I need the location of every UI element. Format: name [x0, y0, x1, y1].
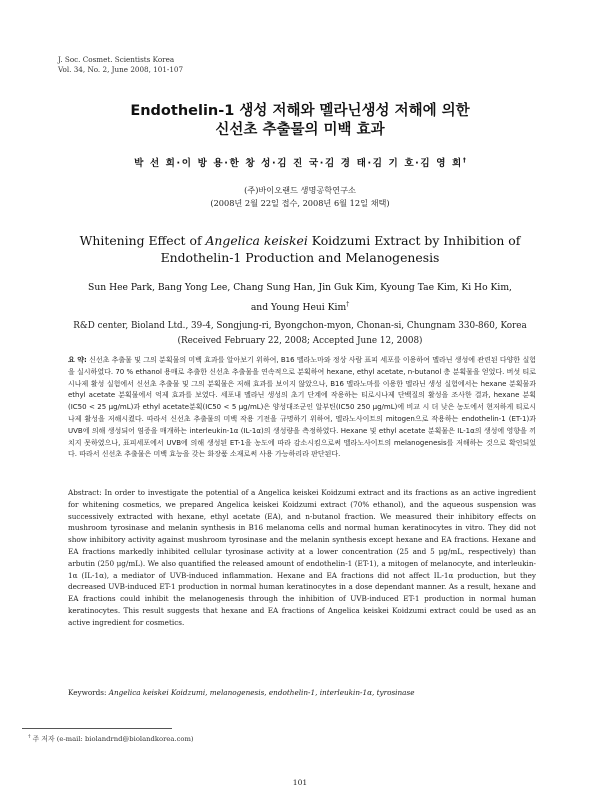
korean-abstract	[68, 355, 536, 461]
english-affiliation-address: R&D center, Bioland Ltd., 39-4, Songjung-ri, Byongchon-myon, Chonan-si, Chungnam 330-860, Korea	[73, 321, 527, 331]
english-affiliation	[40, 319, 560, 349]
english-received-dates: (Received February 22, 2008; Accepted June 12, 2008)	[177, 336, 423, 346]
korean-title	[0, 102, 600, 140]
english-authors-line1: Sun Hee Park, Bang Yong Lee, Chang Sung Han, Jin Guk Kim, Kyoung Tae Kim, Ki Ho Kim,	[88, 282, 512, 293]
footnote	[28, 733, 194, 743]
english-title-species: Angelica keiskei	[205, 233, 308, 248]
korean-authors	[0, 155, 600, 169]
journal-header	[58, 55, 183, 74]
english-authors-last: and Young Heui Kim	[250, 302, 347, 314]
keywords-label: Keywords:	[68, 688, 107, 697]
english-authors	[40, 279, 560, 316]
korean-abstract-text: 신선초 추출물 및 그의 분획물의 미백 효과를 알아보기 위하여, B16 멜라노마와 정상 사람 표피 세포를 이용하여 멜라닌 생성에 관련된 다양한 실험을 실시하였다. 70 % ethanol 용매로 추출한 신선초 추출물을 연속적으로 분획하여 hexane, ethyl acetate, n-butanol 층 분획물을 얻었다. 버섯 티로시나제 활성 실험에서 신선초 추출물 및 그의 분획물은 저해 효과를 보이지 않았으나, B16 멜라노마를 이용한 멜라닌 생성 실험에서는 hexane 분획물과 ethyl acetate 분획물에서 억제 효과를 보였다. 세포내 멜라닌 생성의 초기 단계에 작용하는 티로시나제 단백질의 활성을 조사한 결과, hexane 분획(IC50 < 25 μg/mL)과 ethyl acetate분획(IC50 < 5 μg/mL)은 양성대조군인 알부틴(IC50 250 μg/mL)에 비교 시 더 낮은 농도에서 현저하게 티로시나제 활성을 저해시켰다. 따라서 신선초 추출물의 미백 작용 기전을 규명하기 위하여, 멜라노사이트의 mitogen으로 작용하는 endothelin-1 (ET-1)과 UVB에 의해 생성되어 염증을 매개하는 interleukin-1α (IL-1α)의 생성량을 측정하였다. Hexane 및 ethyl acetate 분획물은 IL-1α의 생성에 영향을 끼치지 못하였으나, 표피세포에서 UVB에 의해 생성된 ET-1을 농도에 따라 감소시킴으로써 멜라노사이트의 melanogenesis를 저해하는 것으로 확인되었다. 따라서 신선초 추출물은 미백 효능을 갖는 화장품 소재로써 사용 가능하리라 판단된다.	[68, 356, 536, 459]
korean-title-line2: 신선초 추출물의 미백 효과	[215, 122, 385, 138]
english-authors-line2	[40, 296, 560, 316]
english-abstract	[68, 487, 536, 629]
page-number: 101	[292, 778, 308, 787]
english-abstract-text: In order to investigate the potential of a Angelica keiskei Koidzumi extract and its fractions as an active ingredient for whitening cosmetics, we prepared Angelica keiskei Koidzumi extract (70% ethanol), and the aqueous suspension was successively extracted with hexane, ethyl acetate (EA), and n-butanol fraction. We measured their inhibitory effects on mushroom tyrosinase and melanin synthesis in B16 melanoma cells and normal human keratinocytes in vitro. They did not show inhibitory activity against mushroom tyrosinase and the melanin synthesis except hexane and EA fractions. Hexane and EA fractions markedly inhibited cellular tyrosinase activity at a lower concentration (25 and 5 μg/mL, respectively) than arbutin (250 μg/mL). We also quantified the released amount of endothelin-1 (ET-1), a mitogen of melanocyte, and interleukin-1α (IL-1α), a mediator of UVB-induced inflammation. Hexane and EA fractions did not affect IL-1α production, but they decreased UVB-induced ET-1 production in normal human keratinocytes in a dose dependant manner. As a result, hexane and EA fractions could inhibit the melanogenesis through the inhibition of UVB-induced ET-1 production in normal human keratinocytes. This result suggests that hexane and EA fractions of Angelica keiskei Koidzumi extract could be used as an active ingredient for cosmetics.	[68, 488, 536, 627]
english-abstract-label: Abstract:	[68, 488, 102, 497]
footnote-text: 주 저자 (e-mail: biolandrnd@biolandkorea.com)	[32, 735, 194, 743]
korean-affiliation-org: (주)바이오랜드 생명공학연구소	[244, 185, 356, 195]
english-title-line1	[0, 232, 600, 249]
corresponding-author-mark: †	[462, 156, 466, 164]
korean-title-line1: Endothelin-1 생성 저해와 멜라닌생성 저해에 의한	[130, 103, 470, 119]
korean-affiliation	[0, 184, 600, 210]
footnote-mark: †	[28, 733, 31, 740]
keywords-text: Angelica keiskei Koidzumi, melanogenesis, endothelin-1, interleukin-1α, tyrosinase	[108, 688, 415, 697]
korean-author-names: 박 선 희·이 방 용·한 창 성·김 진 국·김 경 태·김 기 호·김 영 희	[134, 158, 463, 169]
journal-name: J. Soc. Cosmet. Scientists Korea	[58, 55, 175, 64]
korean-received-dates: (2008년 2월 22일 접수, 2008년 6월 12일 채택)	[210, 198, 390, 208]
english-title-post: Koidzumi Extract by Inhibition of	[307, 233, 521, 248]
english-title-line2: Endothelin-1 Production and Melanogenesis	[160, 250, 440, 265]
english-title-pre: Whitening Effect of	[79, 233, 206, 248]
english-corresponding-mark: †	[346, 301, 350, 308]
footnote-divider	[22, 728, 172, 729]
keywords	[68, 687, 536, 698]
korean-abstract-label: 요 약:	[68, 356, 87, 364]
english-title	[0, 232, 600, 266]
journal-volume: Vol. 34, No. 2, June 2008, 101-107	[58, 64, 184, 74]
